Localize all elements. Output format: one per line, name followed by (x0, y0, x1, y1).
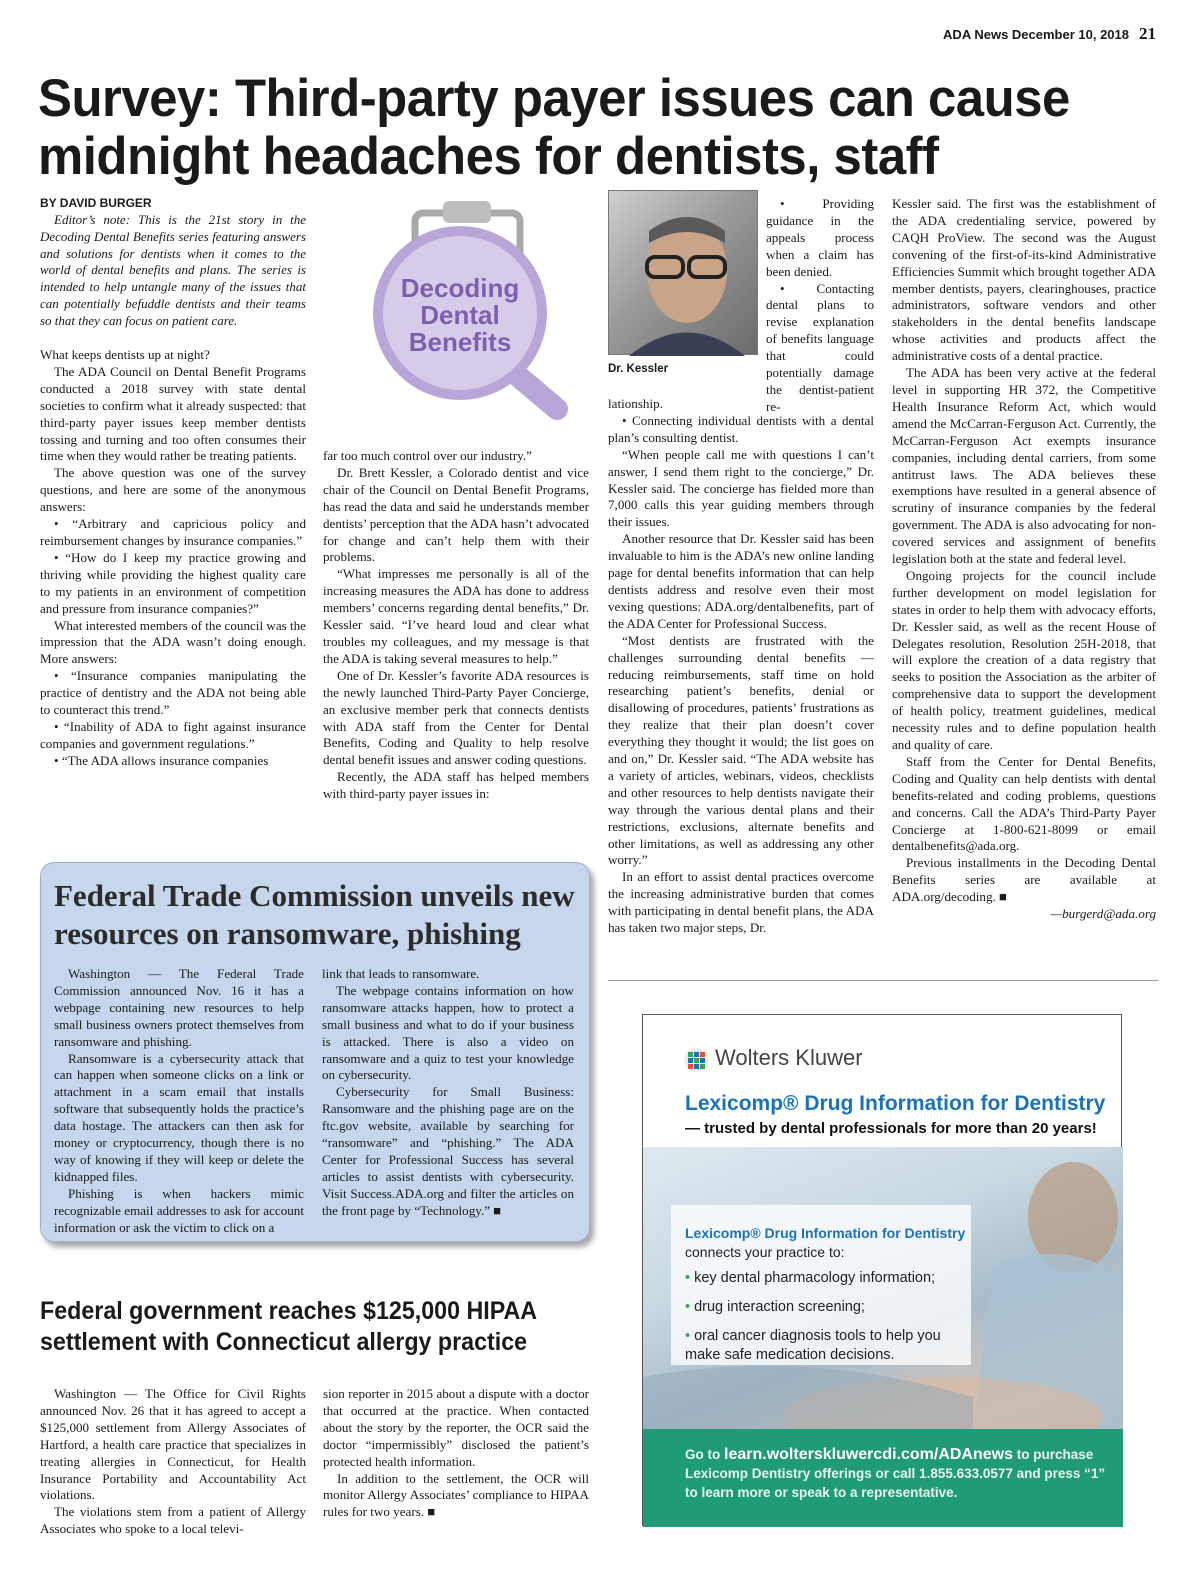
clipboard-clip (443, 201, 491, 223)
article-column-4 (892, 196, 1156, 966)
ad-bullet-text: oral cancer diagnosis tools to help you make safe medication decisions. (685, 1328, 941, 1363)
paragraph: Ransomware is a cybersecurity attack that can happen when someone clicks on a link or attachment in a scam email that installs software that subsequently holds the practice’s data hostage. The attackers can then ask for money or cryptocurrency, though there is no way of knowing if they will keep or delete the kidnapped files. (54, 1050, 304, 1184)
logo-line-3: Benefits (408, 327, 512, 357)
article-column-1 (40, 347, 306, 835)
paragraph: “Most dentists are frustrated with the challenges surrounding dental benefits — reducing reimbursements, staff time on hold researching patient’s benefits, denial or disallowing of procedures, patients’ frustrations as they realize that their plan doesn’t cover everything they thought it would; the list goes on and on,” Dr. Kessler said. “The ADA website has a variety of articles, webinars, videos, checklists and other resources to help dentists navigate their way through the various dental plans and their restrictions, exclusions, alternate benefits and other limitations, as well as addressing any other worry.” (608, 632, 874, 868)
ad-panel-intro: connects your practice to: (685, 1244, 845, 1260)
paragraph: Washington — The Office for Civil Rights announced Nov. 26 that it has agreed to accept a $125,000 settlement from Allergy Associates of Hartford, a health care practice that specializes in treating allergies in Connecticut, for Health Insurance Portability and Accountability Act violations. (40, 1386, 306, 1503)
ftc-column-2 (322, 966, 574, 1238)
author-email-signature: —burgerd@ada.org (1050, 906, 1156, 922)
brand-name: Wolters Kluwer (715, 1045, 863, 1070)
page-number: 21 (1139, 24, 1156, 43)
paragraph: Washington — The Federal Trade Commission announced Nov. 16 it has a webpage containing new resources to help small business owners protect themselves from ransomware and phishing. (54, 966, 304, 1049)
lexicomp-advertisement[interactable] (642, 1014, 1122, 1526)
logo-line-2: Dental (420, 300, 500, 330)
ad-bullet (685, 1298, 865, 1317)
article-column-3-top (766, 196, 874, 414)
quote-bullet: • “Inability of ADA to fight against insurance companies and government regulations.” (40, 718, 306, 751)
byline: BY DAVID BURGER (40, 196, 152, 210)
paragraph: Previous installments in the Decoding Dental Benefits series are available at ADA.org/decoding. ■ (892, 855, 1156, 905)
ad-footer-text (685, 1445, 1115, 1502)
ad-bullet (685, 1269, 935, 1288)
paragraph: sion reporter in 2015 about a dispute with a doctor that occurred at the practice. When contacted about the story by the reporter, the OCR said the doctor “impermissibly” disclosed the patient’s protected health information. (323, 1386, 589, 1469)
paragraph: Ongoing projects for the council include further development on model legislation for states in order to help them with advocacy efforts, Dr. Kessler said, as well as the recent House of Delegates resolution, Resolution 25H-2018, that will explore the creation of a data registry that seeks to position the Association as the arbiter of comprehensive data to support the development of health policy, treatment guidelines, medical necessity rules and to define population health and quality of care. (892, 567, 1156, 752)
service-bullet: • Connecting individual dentists with a dental plan’s consulting dentist. (608, 412, 874, 445)
ad-panel-heading: Lexicomp® Drug Information for Dentistry (685, 1225, 966, 1241)
dr-kessler-photo (608, 190, 758, 355)
paragraph: Staff from the Center for Dental Benefits, Coding and Quality can help dentists with dental benefits-related and coding problems, questions and concerns. Call the ADA’s Third-Party Payer Concierge at 1-800-621-8099 or email dentalbenefits@ada.org. (892, 753, 1156, 854)
service-bullet: • Contacting dental plans to revise explanation of benefits language that could potentially damage the dentist-patient re- (766, 280, 874, 414)
ad-bullet-text: key dental pharmacology information; (694, 1270, 936, 1286)
paragraph: Phishing is when hackers mimic recognizable email addresses to ask for account information or ask the victim to click on a (54, 1185, 304, 1235)
hipaa-headline: Federal government reaches $125,000 HIPAA settlement with Connecticut allergy practice (40, 1297, 537, 1356)
paragraph: In an effort to assist dental practices overcome the increasing administrative burden that comes with participating in dental benefit plans, the ADA has taken two major steps, Dr. (608, 869, 874, 936)
paragraph: link that leads to ransomware. (322, 966, 480, 981)
paragraph: What keeps dentists up at night? (40, 347, 210, 362)
paragraph: The webpage contains information on how ransomware attacks happen, how to protect a small business and what to do if your business is attacked. There is also a video on ransomware and a quiz to test your knowledge on cybersecurity. (322, 982, 574, 1083)
quote-bullet: • “The ADA allows insurance companies (54, 752, 269, 768)
paragraph: Cybersecurity for Small Business: Ransomware and the phishing page are on the ftc.gov website, available by searching for “ransomware” and “phishing.” The ADA Center for Professional Success has several articles to assist dentists with cybersecurity. Visit Success.ADA.org and filter the articles on the front page by “Technology.” ■ (322, 1084, 574, 1218)
ad-title: Lexicomp® Drug Information for Dentistry (685, 1092, 1106, 1115)
page-header (943, 24, 1156, 44)
paragraph: The ADA Council on Dental Benefit Programs conducted a 2018 survey with state dental societies to confirm what it already suspected: that third-party payer issues keep member dentists tossing and turning and too often consumes their time when they would rather be treating patients. (40, 363, 306, 464)
logo-line-1: Decoding (400, 273, 520, 303)
paragraph: far too much control over our industry.” (323, 448, 532, 463)
paragraph: lationship. (608, 396, 663, 411)
paragraph: One of Dr. Kessler’s favorite ADA resources is the newly launched Third-Party Payer Concierge, an exclusive member perk that connects dentists with ADA staff from the Center for Dental Benefits, Coding and Quality to help resolve dental benefit issues and answer coding questions. (323, 667, 589, 768)
bullet-dot-icon: • (685, 1299, 691, 1315)
ad-bullet (685, 1327, 975, 1365)
service-bullet: • Providing guidance in the appeals process when a claim has been denied. (766, 196, 874, 279)
quote-bullet: • “Arbitrary and capricious policy and reimbursement changes by insurance companies.” (40, 516, 306, 548)
ftc-headline: Federal Trade Commission unveils new resources on ransomware, phishing (54, 878, 575, 951)
ad-subtitle: — trusted by dental professionals for more than 20 years! (685, 1120, 1097, 1137)
paragraph: Another resource that Dr. Kessler said has been invaluable to him is the ADA’s new online landing page for dental benefits information that can help dentists address and resolve even their most vexing questions: ADA.org/dentalbenefits, part of the ADA Center for Professional Success. (608, 531, 874, 631)
bullet-dot-icon: • (685, 1328, 691, 1344)
editors-note (40, 212, 306, 330)
quote-bullet: • “Insurance companies manipulating the practice of dentistry and the ADA not being able to counteract this trend.” (40, 668, 306, 718)
article-column-2 (323, 448, 589, 834)
bullet-dot-icon: • (685, 1270, 691, 1286)
column-divider (608, 980, 1158, 981)
paragraph: In addition to the settlement, the OCR will monitor Allergy Associates’ compliance to HIPAA rules for two years. ■ (323, 1470, 589, 1520)
paragraph: Kessler said. The first was the establishment of the ADA credentialing service, powered by CAQH ProView. The second was the August convening of the first-of-its-kind Administrative Efficiencies Summit which brought together ADA member dentists, payers, clearinghouses, practice administrators, software vendors and other stakeholders in the dental benefits landscape whose activities and products affect the administrative costs of a dental practice. (892, 196, 1156, 364)
ftc-column-1 (54, 966, 304, 1238)
ad-url-link[interactable]: learn.wolterskluwercdi.com/ADAnews (724, 1446, 1013, 1463)
brand-mark-icon (683, 1047, 709, 1073)
ad-footer-suffix: to purchase Lexicomp Dentistry offerings or call 1.855.633.0577 and press “1” to learn more or speak to a representative. (685, 1447, 1106, 1500)
article-column-3 (608, 396, 874, 966)
wolters-kluwer-logo (683, 1045, 863, 1071)
portrait-illustration (609, 191, 759, 356)
photo-caption: Dr. Kessler (608, 363, 669, 375)
paragraph: What interested members of the council was the impression that the ADA wasn’t doing enough. More answers: (40, 617, 306, 667)
hipaa-column-1 (40, 1386, 306, 1546)
main-headline: Survey: Third-party payer issues can cause midnight headaches for dentists, staff (38, 69, 1070, 186)
quote-bullet: • “How do I keep my practice growing and thriving while providing the highest quality care to my patients in an environment of competition and pressure from insurance companies?” (40, 549, 306, 616)
issue-date: ADA News December 10, 2018 (943, 27, 1129, 42)
editors-note-text: Editor’s note: This is the 21st story in the Decoding Dental Benefits series featuring answers and solutions for dentists when it comes to the world of dental benefits and plans. The series is intended to help untangle many of the issues that can potentially befuddle dentists and their teams so that they can focus on patient care. (40, 212, 306, 328)
ad-footer-prefix: Go to (685, 1447, 721, 1462)
paragraph: Dr. Brett Kessler, a Colorado dentist and vice chair of the Council on Dental Benefit Programs, has read the data and said he understands member dentists’ perception that the ADA hasn’t advocated for change and can’t help them with their problems. (323, 464, 589, 565)
paragraph: The violations stem from a patient of Allergy Associates who spoke to a local televi- (40, 1504, 306, 1537)
ad-bullet-text: drug interaction screening; (694, 1299, 865, 1315)
hipaa-column-2 (323, 1386, 589, 1546)
paragraph: The above question was one of the survey questions, and here are some of the anonymous answers: (40, 465, 306, 515)
paragraph: “What impresses me personally is all of the increasing measures the ADA has done to address members’ concerns regarding dental benefits,” Dr. Kessler said. “I’ve heard loud and clear what troubles my colleagues, and my message is that the ADA is taking several measures to help.” (323, 566, 589, 666)
paragraph: The ADA has been very active at the federal level in supporting HR 372, the Competitive Health Insurance Reform Act, which would amend the McCarran-Ferguson Act. Currently, the McCarran-Ferguson Act exempts insurance companies, including dental carriers, from some antitrust laws. The ADA believes these exemptions have resulted in a general absence of scrutiny of insurance companies by the federal government. The ADA is also advocating for non-covered services and assignment of benefits legislation both at the state and federal level. (892, 365, 1156, 567)
paragraph: Recently, the ADA staff has helped members with third-party payer issues in: (323, 769, 589, 802)
paragraph: “When people call me with questions I can’t answer, I send them right to the concierge,” Dr. Kessler said. The concierge has fielded more than 7,000 calls this year guiding members through their issues. (608, 446, 874, 530)
decoding-dental-benefits-logo (345, 195, 575, 420)
